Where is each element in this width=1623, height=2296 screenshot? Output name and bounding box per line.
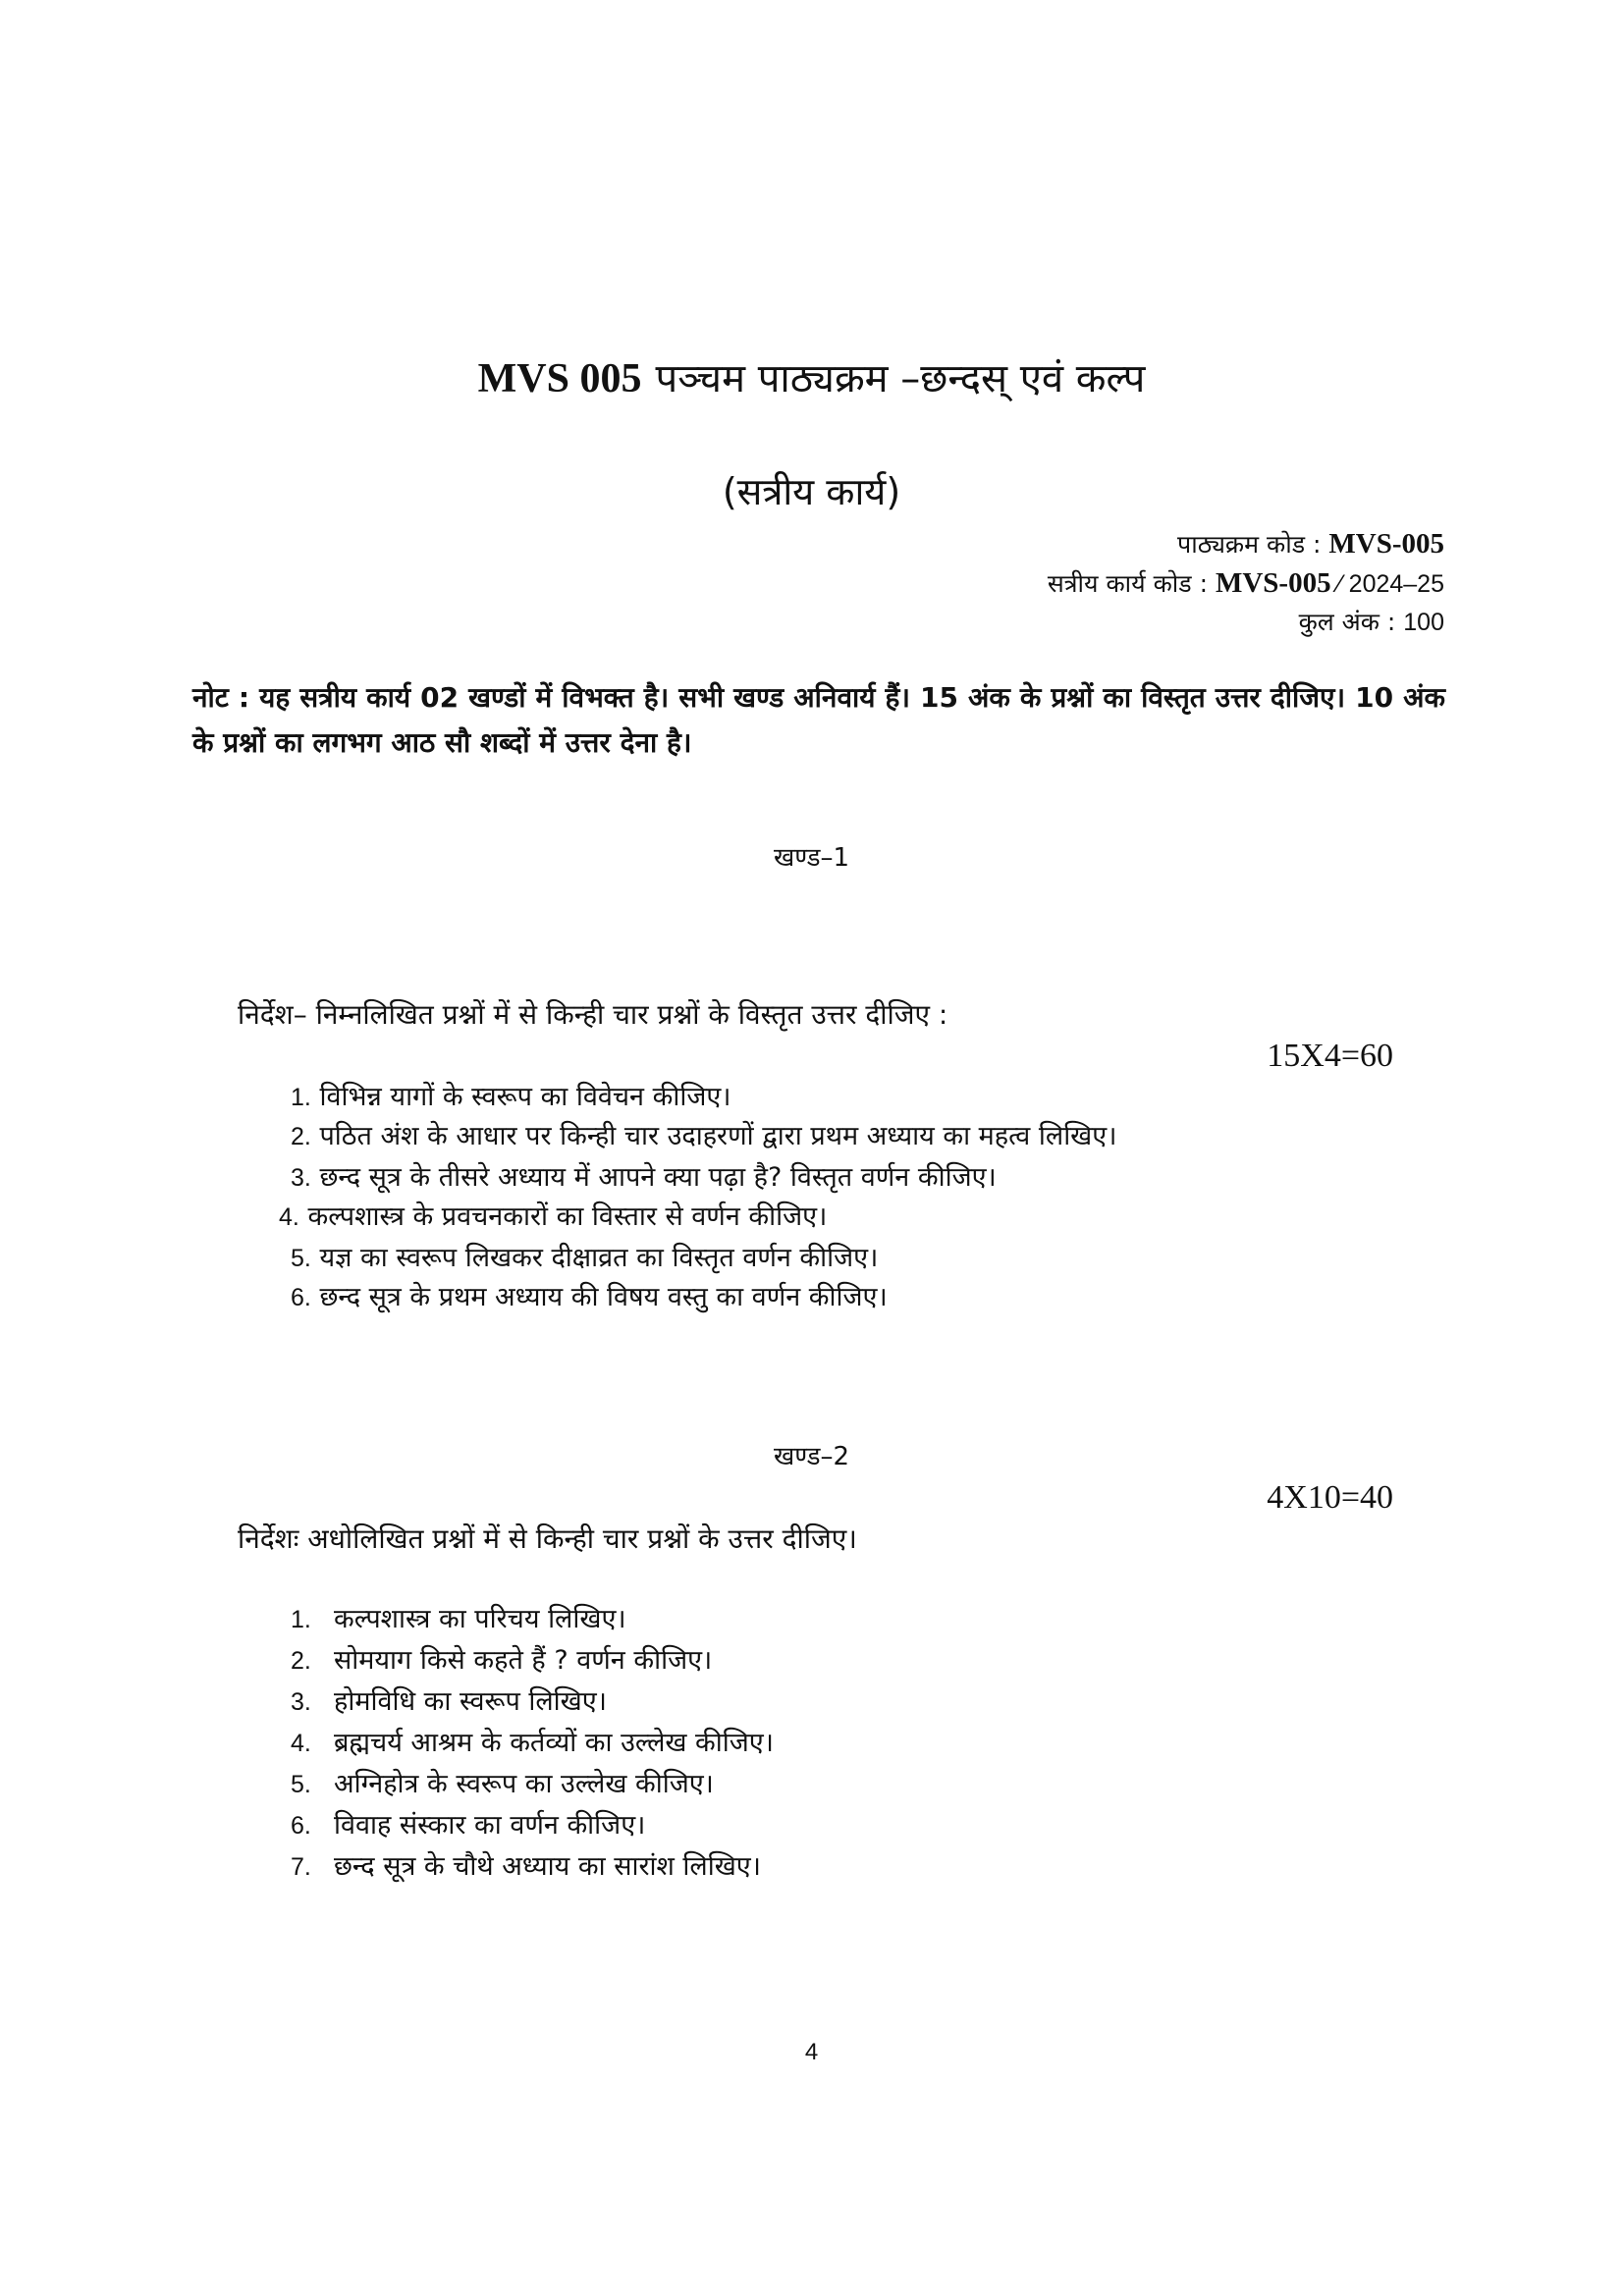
question-text: विभिन्न यागों के स्वरूप का विवेचन कीजिए।: [319, 1082, 731, 1112]
question-text: छन्द सूत्र के चौथे अध्याय का सारांश लिखिए।: [334, 1851, 761, 1882]
question-number: 4.: [291, 1730, 311, 1757]
question-number: 2.: [291, 1123, 311, 1150]
question-number: 3.: [291, 1164, 311, 1192]
section-1-heading: खण्ड–1: [773, 843, 850, 873]
question-number: 5.: [291, 1771, 311, 1798]
question-text: पठित अंश के आधार पर किन्ही चार उदाहरणों द्वारा प्रथम अध्याय का महत्व लिखिए।: [319, 1121, 1117, 1151]
question-text: कल्पशास्त्र के प्रवचनकारों का विस्तार से वर्णन कीजिए।: [307, 1201, 828, 1232]
question-text: होमविधि का स्वरूप लिखिए।: [334, 1686, 607, 1717]
question-number: 4.: [279, 1203, 299, 1231]
section-2-question: [291, 1682, 607, 1722]
section-1-question: [291, 1117, 1116, 1156]
section-2-question: [291, 1847, 761, 1887]
section-2-instruction: निर्देशः अधोलिखित प्रश्नों में से किन्ही चार प्रश्नों के उत्तर दीजिए।: [238, 1522, 857, 1555]
assignment-code-label: सत्रीय कार्य कोड :: [1047, 569, 1216, 598]
course-code: MVS 005: [477, 356, 642, 401]
total-marks-value: 100: [1403, 609, 1444, 636]
section-1-question: [291, 1078, 731, 1117]
question-text: ब्रह्मचर्य आश्रम के कर्तव्यों का उल्लेख कीजिए।: [334, 1728, 774, 1758]
question-number: 6.: [291, 1284, 311, 1311]
section-2-question: [291, 1806, 645, 1845]
section-1-instruction: निर्देश– निम्नलिखित प्रश्नों में से किन्ही चार प्रश्नों के विस्तृत उत्तर दीजिए :: [238, 998, 948, 1031]
question-number: 1.: [291, 1084, 311, 1111]
section-2-question: [291, 1641, 712, 1681]
assignment-code-value: MVS-005: [1215, 567, 1331, 599]
question-text: अग्निहोत्र के स्वरूप का उल्लेख कीजिए।: [334, 1769, 714, 1799]
section-2-heading: खण्ड–2: [773, 1442, 850, 1471]
section-1-marks: 15X4=60: [1267, 1038, 1393, 1074]
section-2-question: [291, 1600, 626, 1639]
assignment-code-line: [1048, 565, 1444, 602]
course-code-line: [1177, 526, 1444, 562]
question-text: छन्द सूत्र के प्रथम अध्याय की विषय वस्तु का वर्णन कीजिए।: [319, 1282, 888, 1312]
question-text: यज्ञ का स्वरूप लिखकर दीक्षाव्रत का विस्तृत वर्णन कीजिए।: [319, 1243, 879, 1273]
section-1-question: [291, 1239, 878, 1278]
question-number: 1.: [291, 1606, 311, 1633]
question-text: छन्द सूत्र के तीसरे अध्याय में आपने क्या पढ़ा है? विस्तृत वर्णन कीजिए।: [319, 1162, 997, 1193]
document-subtitle: (सत्रीय कार्य): [722, 470, 901, 513]
question-text: सोमयाग किसे कहते हैं ? वर्णन कीजिए।: [334, 1645, 713, 1676]
assignment-note: नोट : यह सत्रीय कार्य 02 खण्डों में विभक्त है। सभी खण्ड अनिवार्य हैं। 15 अंक के प्रश्नों का विस्तृत उत्तर दीजिए। 10 अंक के प्रश्नों का लगभग आठ सौ शब्दों में उत्तर देना है।: [192, 681, 1446, 759]
question-number: 7.: [291, 1853, 311, 1881]
course-title: पञ्चम पाठ्यक्रम –छन्दस् एवं कल्प: [655, 356, 1146, 401]
question-text: विवाह संस्कार का वर्णन कीजिए।: [334, 1810, 646, 1841]
course-code-value: MVS-005: [1328, 528, 1444, 560]
question-number: 5.: [291, 1245, 311, 1272]
course-code-label: पाठ्यक्रम कोड :: [1177, 530, 1329, 559]
section-1-question: [291, 1278, 888, 1317]
total-marks-label: कुल अंक :: [1298, 608, 1404, 636]
question-number: 2.: [291, 1647, 311, 1675]
section-1-question: [291, 1158, 997, 1198]
document-title: [0, 351, 1623, 406]
page-number: 4: [804, 2039, 819, 2065]
assignment-code-suffix: ⁄ 2024–25: [1330, 570, 1444, 598]
section-1-question: [279, 1198, 827, 1237]
question-number: 6.: [291, 1812, 311, 1840]
section-2-marks: 4X10=40: [1267, 1479, 1393, 1516]
total-marks-line: [1299, 605, 1444, 640]
question-text: कल्पशास्त्र का परिचय लिखिए।: [334, 1604, 626, 1634]
section-2-question: [291, 1724, 774, 1763]
section-2-question: [291, 1765, 714, 1804]
question-number: 3.: [291, 1688, 311, 1716]
